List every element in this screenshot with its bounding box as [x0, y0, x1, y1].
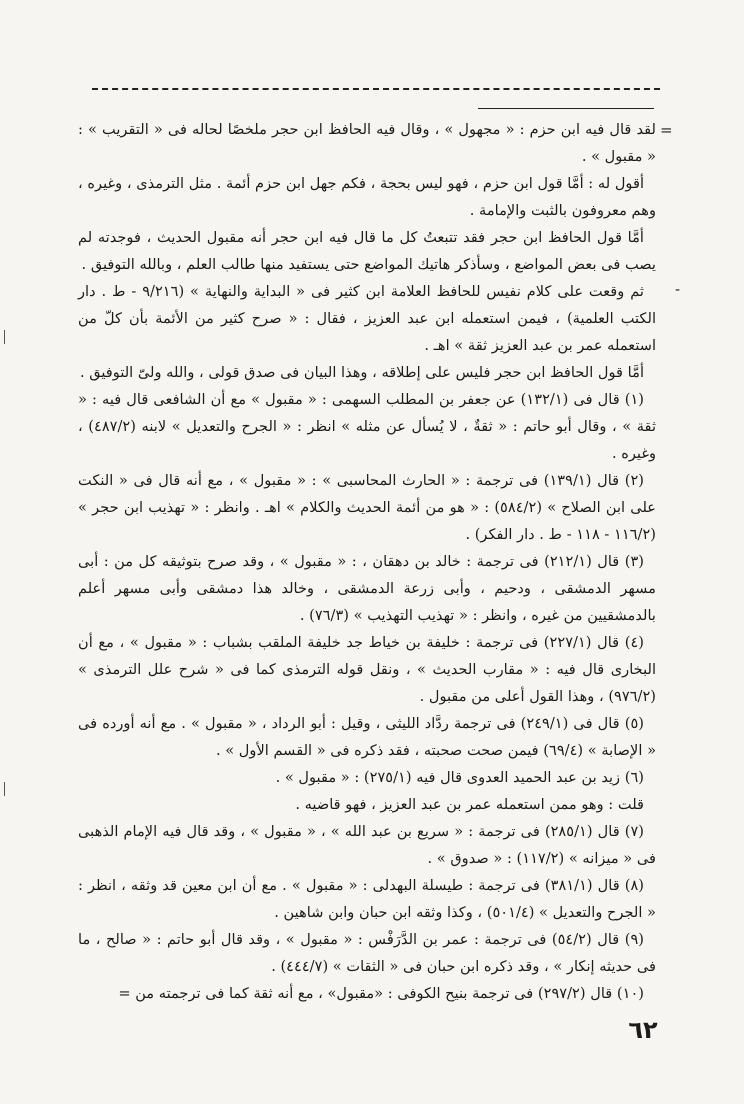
numbered-entry: (١) قال فى (١٣٢/١) عن جعفر بن المطلب السهمى : « مقبول » مع أن الشافعى قال فيه : « ثقة » ، وقال أبو حاتم : « ثقةٌ ، لا يُسأل عن مثله » انظر : « الجرح والتعديل » لابنه (٤٨٧/٢) ، وغيره . [78, 391, 657, 462]
margin-dash: - [675, 280, 681, 298]
paragraph: أقول له : أمَّا قول ابن حزم ، فهو ليس بحجة ، فكم جهل ابن حزم أئمة . مثل الترمذى ، وغيره ، وهم معروفون بالثبت والإمامة . [78, 175, 656, 219]
margin-tick [4, 330, 5, 344]
numbered-entry: (٣) قال (٢١٢/١) فى ترجمة : خالد بن دهقان ، : « مقبول » ، وقد صرح بتوثيقه كل من : أبى مسهر الدمشقى ، ودحيم ، وأبى زرعة الدمشقى ، وخالد هذا دمشقى وأبى مسهر أعلم بالدمشقيين من غيره ، وانظر : « تهذيب التهذيب » (٧٦/٣) . [78, 553, 656, 624]
numbered-entry: (٧) قال (٢٨٥/١) فى ترجمة : « سريع بن عبد الله » ، « مقبول » ، وقد قال فيه الإمام الذهبى فى « ميزانه » (١١٧/٢) : « صدوق » . [78, 823, 656, 867]
page-body [78, 116, 656, 1007]
paragraph: أمَّا قول الحافظ ابن حجر فقد تتبعتُ كل ما قال فيه ابن حجر أنه مقبول الحديث ، فوجدته لم يصب فى بعض المواضع ، وسأذكر هاتيك المواضع حتى يستفيد منها طالب العلم ، وبالله التوفيق . [78, 229, 656, 273]
paragraph: أمَّا قول الحافظ ابن حجر فليس على إطلاقه ، وهذا البيان فى صدق قولى ، والله ولىّ التوفيق . [79, 364, 644, 381]
paragraph: لقد قال فيه ابن حزم : « مجهول » ، وقال فيه الحافظ ابن حجر ملخصًا لحاله فى « التقريب » : « مقبول » . [78, 121, 656, 165]
numbered-entry: (١٠) قال (٢٩٧/٢) فى ترجمة بنيح الكوفى : «مقبول» ، مع أنه ثقة كما فى ترجمته من = [118, 985, 644, 1002]
numbered-entry: (٥) قال فى (٢٤٩/١) فى ترجمة ردَّاد الليثى ، وقيل : أبو الرداد ، « مقبول » . مع أنه أورده فى « الإصابة » (٦٩/٤) فيمن صحت صحبته ، فقد ذكره فى « القسم الأول » . [78, 715, 656, 759]
footnote-separator-rule [478, 108, 654, 109]
page-number: ٦٢ [628, 1016, 658, 1044]
numbered-entry: (٤) قال (٢٢٧/١) فى ترجمة : خليفة بن خياط جد خليفة الملقب بشباب : « مقبول » ، مع أن البخارى قال فيه : « مقارب الحديث » ، ونقل قوله الترمذى كما فى « شرح علل الترمذى » (٩٧٦/٢) ، وهذا القول أعلى من مقبول . [78, 634, 656, 705]
paragraph: ثم وقعت على كلام نفيس للحافظ العلامة ابن كثير فى « البداية والنهاية » (٩/٢١٦ - ط . دار الكتب العلمية) ، فيمن استعمله ابن عبد العزيز ، فقال : « صرح كثير من الأئمة بأن كلّ من استعمله عمر بن عبد العزيز ثقة » اهـ . [78, 283, 656, 354]
numbered-entry: (٨) قال (٣٨١/١) فى ترجمة : طيسلة البهدلى : « مقبول » . مع أن ابن معين قد وثقه ، انظر : « الجرح والتعديل » (٥٠١/٤) ، وكذا وثقه ابن حبان وابن شاهين . [78, 877, 656, 921]
numbered-entry: (٢) قال (١٣٩/١) فى ترجمة : « الحارث المحاسبى » : « مقبول » ، مع أنه قال فى « النكت على ابن الصلاح » (٥٨٤/٢) : « هو من أئمة الحديث والكلام » اهـ . وانظر : « تهذيب ابن حجر » (١١٦/٢ - ١١٨ - ط . دار الفكر) . [78, 472, 656, 543]
margin-tick [4, 782, 5, 796]
numbered-entry: (٩) قال (٥٤/٢) فى ترجمة : عمر بن الدَّرَفْس : « مقبول » ، وقد قال أبو حاتم : « صالح ، ما فى حديثه إنكار » ، وقد ذكره ابن حبان فى « الثقات » (٤٤٤/٧) . [78, 931, 656, 975]
footnote-continuation-marker: = [660, 121, 673, 139]
top-dashed-rule [92, 88, 660, 90]
paragraph: قلت : وهو ممن استعمله عمر بن عبد العزيز ، فهو قاضيه . [295, 796, 644, 813]
numbered-entry: (٦) زيد بن عبد الحميد العدوى قال فيه (٢٧٥/١) : « مقبول » . [275, 769, 644, 786]
